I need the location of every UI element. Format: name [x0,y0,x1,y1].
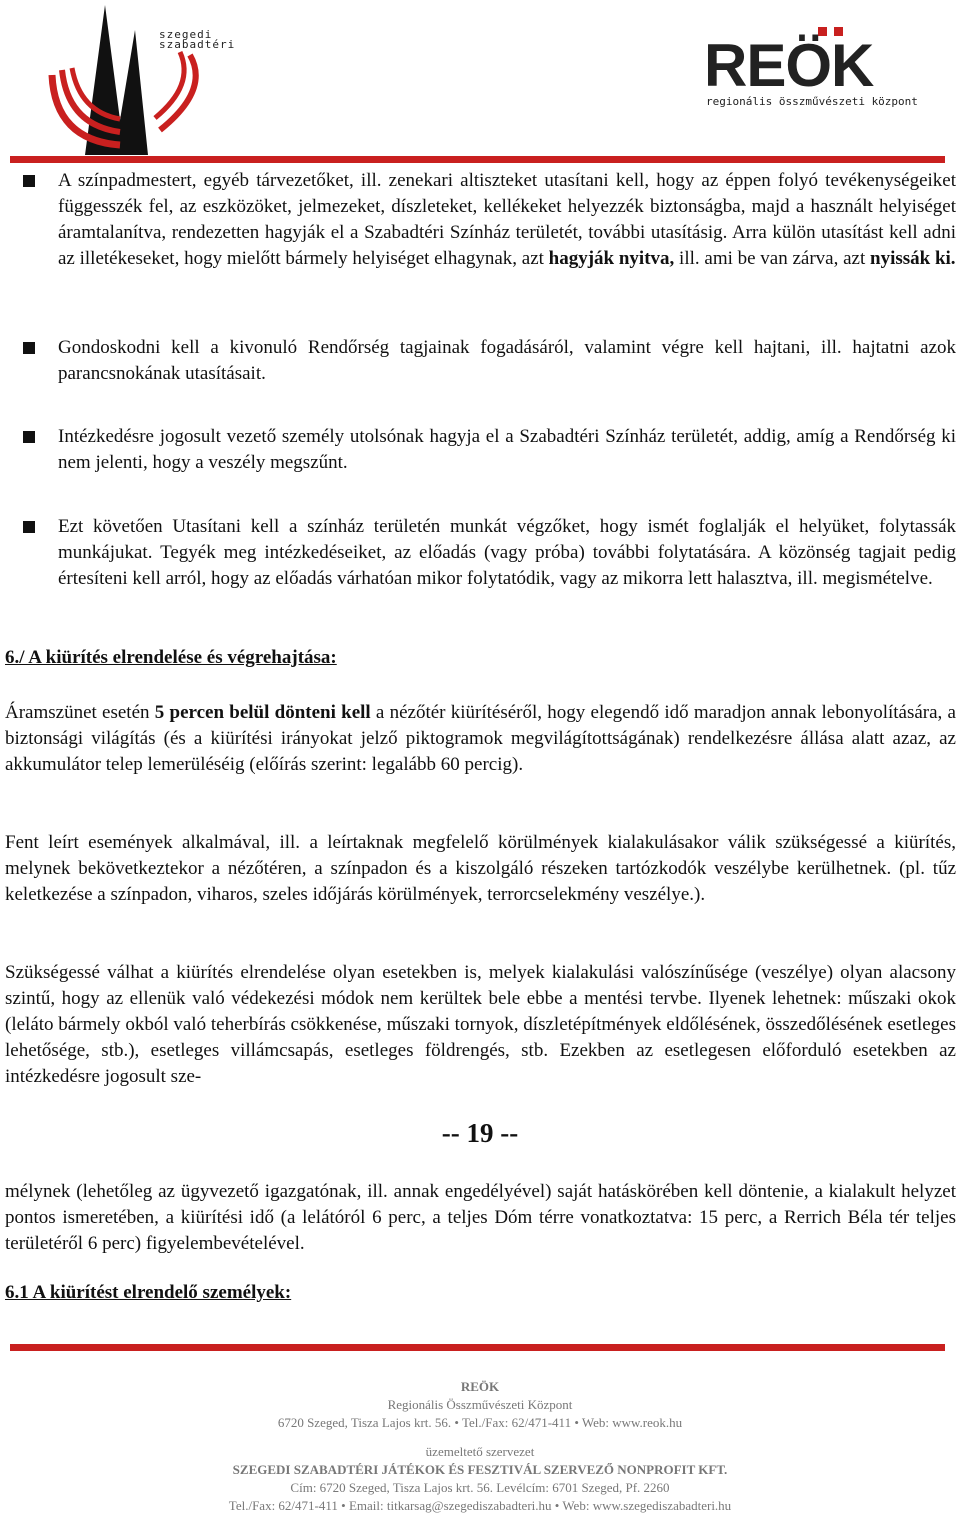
paragraph-other-cases [5,960,956,1090]
square-bullet-icon [23,175,35,187]
footer-divider [10,1344,945,1351]
bullet-item-police [58,335,956,387]
paragraph-text: a nézőtér kiürítéséről, hogy elegendő idő maradjon annak lebonyolítására, a biztonsági világítás (és a kiürítési irányokat jelző piktogramok megvilágítottságának) rendelkezésre állása alatt azaz, az akkumulátor telep lemerüléséig (előírás szerint: legalább 60 percig). [5,702,956,775]
szegedi-logo-text: szegedi szabadtéri [159,28,236,51]
bullet-text: Ezt követően Utasítani kell a színház területén munkát végzőket, hogy ismét foglalják el helyüket, folytassák munkájukat. Tegyék meg intézkedéseiket, az előadás (vagy próba) további folytatására. A közönség tagjait pedig értesíteni kell arról, hogy az előadás várhatóan mikor folytatódik, vagy az mikorra lett halasztva, ill. megismételve. [58,516,956,589]
page-footer [0,1378,960,1515]
paragraph-bold-text: 5 percen belül dönteni kell [154,702,371,723]
page-header [0,0,960,165]
footer-operator-name: SZEGEDI SZABADTÉRI JÁTÉKOK ÉS FESZTIVÁL SZERVEZŐ NONPROFIT KFT. [232,1462,728,1477]
page-number: -- 19 -- [441,1118,519,1148]
reok-logo-word: REÖK [704,32,874,99]
cathedral-logo-icon [40,0,240,160]
szegedi-szabadteri-logo [40,0,240,160]
reok-logo [700,25,920,115]
footer-operator-address: Cím: 6720 Szeged, Tisza Lajos krt. 56. Levélcím: 6701 Szeged, Pf. 2260 [290,1480,670,1495]
footer-org-contact: 6720 Szeged, Tisza Lajos krt. 56. • Tel./Fax: 62/471-411 • Web: www.reok.hu [277,1415,683,1430]
square-bullet-icon [23,342,35,354]
bullet-text: Intézkedésre jogosult vezető személy utolsónak hagyja el a Szabadtéri Színház területét, addig, amíg a Rendőrség ki nem jelenti, hogy a veszély megszűnt. [58,426,956,473]
paragraph-text: Fent leírt események alkalmával, ill. a leírtaknak megfelelő körülmények kialakulásakor válik szükségessé a kiürítés, melynek bekövetkeztekor a nézőtéren, a színpadon és a kiszolgáló részeken tartózkodók veszélybe kerülhetnek. (pl. tűz keletkezése a színpadon, viharos, szeles időjárás körülmények, terrorcselekmény veszélye.). [5,832,956,905]
bullet-text: Gondoskodni kell a kivonuló Rendőrség tagjainak fogadásáról, valamint végre kell hajtani, ill. hajtatni azok parancsnokának utasításait. [58,337,956,384]
paragraph-text: Áramszünet esetén [5,702,155,723]
section-6-heading: 6./ A kiürítés elrendelése és végrehajtása: [5,647,337,668]
bullet-text: ill. ami be van zárva, azt [674,248,871,269]
bullet-item-resume [58,514,956,592]
footer-operator-contact: Tel./Fax: 62/471-411 • Email: titkarsag@szegediszabadteri.hu • Web: www.szegediszabadteri.hu [228,1498,732,1513]
footer-operator-label: üzemeltető szervezet [425,1444,535,1459]
bullet-item-authorized-person [58,424,956,476]
header-divider [10,156,945,163]
footer-org: REÖK [460,1379,500,1394]
bullet-bold-text: hagyják nyitva, [548,248,675,269]
bullet-text: A színpadmestert, egyéb tárvezetőket, ill. zenekari altiszteket utasítani kell, hogy az éppen folyó tevékenységeiket függesszék fel, az eszközöket, jelmezeket, díszleteket, kellékeket helyezzék biztonságba, majd a használt helyiséget áramtalanítva, rendezetten hagyják el a Szabadtéri Színház területét, további utasításig. Arra külön utasítást kell adni az illetékeseket, hogy mielőtt bármely helyiséget elhagynak, azt [58,170,956,269]
paragraph-evacuation-need [5,830,956,908]
square-bullet-icon [23,431,35,443]
paragraph-power-outage [5,700,956,778]
footer-org-full: Regionális Összművészeti Központ [387,1397,573,1412]
bullet-item-stage [58,168,956,272]
paragraph-text: Szükségessé válhat a kiürítés elrendelése olyan esetekben is, melyek kialakulási valószínűsége (veszélye) olyan alacsony szintű, hogy az ellenük való védekezési módok nem kerültek bele ebbe a mentési tervbe. Ilyenek lehetnek: műszaki okok (leláto bármely okból való teherbírás csökkenése, műszaki tornyok, díszletépítmények eldőlésének, összedőlésének esetleges lehetősége, stb.), esetleges villámcsapás, esetleges földrengés, stb. Ezekben az esetlegesen előforduló esetekben az intézkedésre jogosult sze- [5,962,956,1087]
square-bullet-icon [23,521,35,533]
paragraph-continuation: mélynek (lehetőleg az ügyvezető igazgatónak, ill. annak engedélyével) saját hatáskörében kell döntenie, a kialakult helyzet pontos ismeretében, a kiürítési idő (a lelátóról 6 perc, a teljes Dóm térre vonatkoztatva: 15 perc, a Rerrich Béla tér teljes területéről 6 perc) figyelembevételével. [5,1181,956,1254]
reok-logo-subtitle: regionális összművészeti központ [706,95,918,108]
section-6-1-heading: 6.1 A kiürítést elrendelő személyek: [5,1282,292,1303]
bullet-bold-text: nyissák ki. [870,248,956,269]
